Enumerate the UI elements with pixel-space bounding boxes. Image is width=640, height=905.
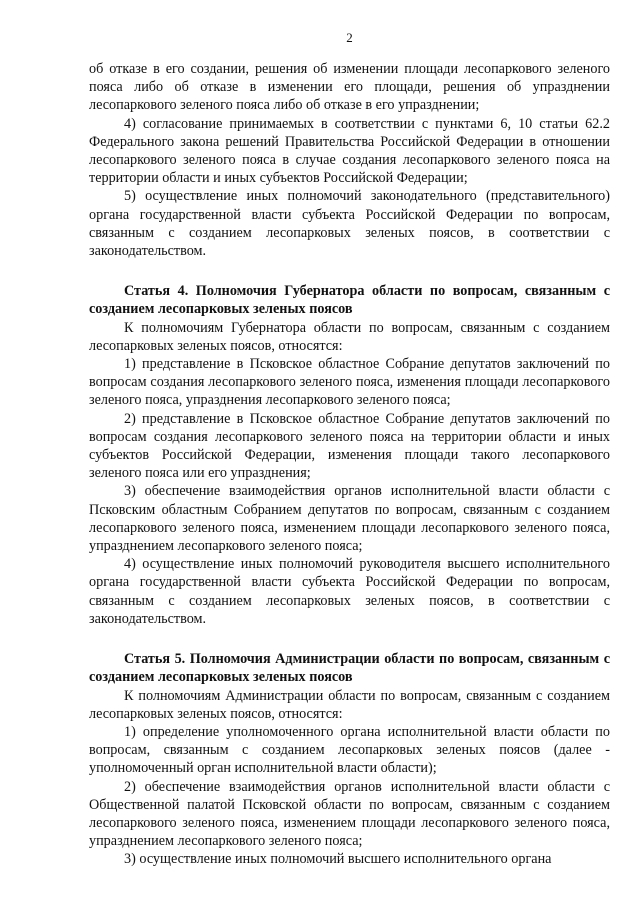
page-number: 2 [346, 30, 353, 45]
paragraph-continuation: об отказе в его создании, решения об изменении площади лесопаркового зеленого пояса либо об отказе в изменении его площади, решения об упразднении лесопаркового зеленого пояса либо об отказе в его упразднении; [89, 61, 610, 114]
article-4-item-1: 1) представление в Псковское областное Собрание депутатов заключений по вопросам создания лесопаркового зеленого пояса, изменения площади лесопаркового зеленого пояса, упразднения лесопаркового зеленого пояса; [89, 356, 610, 409]
document-body [89, 60, 610, 869]
article-4-heading: Статья 4. Полномочия Губернатора области по вопросам, связанным с созданием лесопарковых зеленых поясов [89, 283, 610, 318]
article-4-intro: К полномочиям Губернатора области по вопросам, связанным с созданием лесопарковых зеленых поясов, относятся: [89, 319, 610, 354]
article-4-item-2: 2) представление в Псковское областное Собрание депутатов заключений по вопросам создания лесопаркового зеленого пояса на территории области и иных субъектов Российской Федерации, изменения площади такого лесопаркового зеленого пояса или его упразднения; [89, 410, 610, 482]
paragraph-item-4: 4) согласование принимаемых в соответствии с пунктами 6, 10 статьи 62.2 Федерального закона решений Правительства Российской Федерации в отношении лесопаркового зеленого пояса в случае создания лесопаркового зеленого пояса на территории области и иных субъектов Российской Федерации; [89, 115, 610, 187]
article-4-item-3: 3) обеспечение взаимодействия органов исполнительной власти области с Псковским областным Собранием депутатов по вопросам, связанным с созданием лесопаркового зеленого пояса, изменением площади лесопаркового зеленого пояса, упразднением лесопаркового зеленого пояса; [89, 483, 610, 555]
article-5-heading: Статья 5. Полномочия Администрации области по вопросам, связанным с созданием лесопарковых зеленых поясов [89, 651, 610, 686]
article-5-item-2: 2) обеспечение взаимодействия органов исполнительной власти области с Общественной палатой Псковской области по вопросам, связанным с созданием лесопаркового зеленого пояса, изменением площади лесопаркового зеленого пояса, упразднением лесопаркового зеленого пояса; [89, 778, 610, 850]
paragraph-item-5: 5) осуществление иных полномочий законодательного (представительного) органа государственной власти субъекта Российской Федерации по вопросам, связанным с созданием лесопарковых зеленых поясов, в соответствии с законодательством. [89, 188, 610, 260]
article-5-item-3: 3) осуществление иных полномочий высшего исполнительного органа [124, 851, 552, 868]
article-5-item-1: 1) определение уполномоченного органа исполнительной власти области по вопросам, связанным с созданием лесопарковых зеленых поясов (далее - уполномоченный орган исполнительной власти области); [89, 723, 610, 777]
article-4-item-4: 4) осуществление иных полномочий руководителя высшего исполнительного органа государственной власти субъекта Российской Федерации по вопросам, связанным с созданием лесопарковых зеленых поясов, в соответствии с законодательством. [89, 556, 610, 627]
article-5-intro: К полномочиям Администрации области по вопросам, связанным с созданием лесопарковых зеленых поясов, относятся: [89, 687, 610, 722]
